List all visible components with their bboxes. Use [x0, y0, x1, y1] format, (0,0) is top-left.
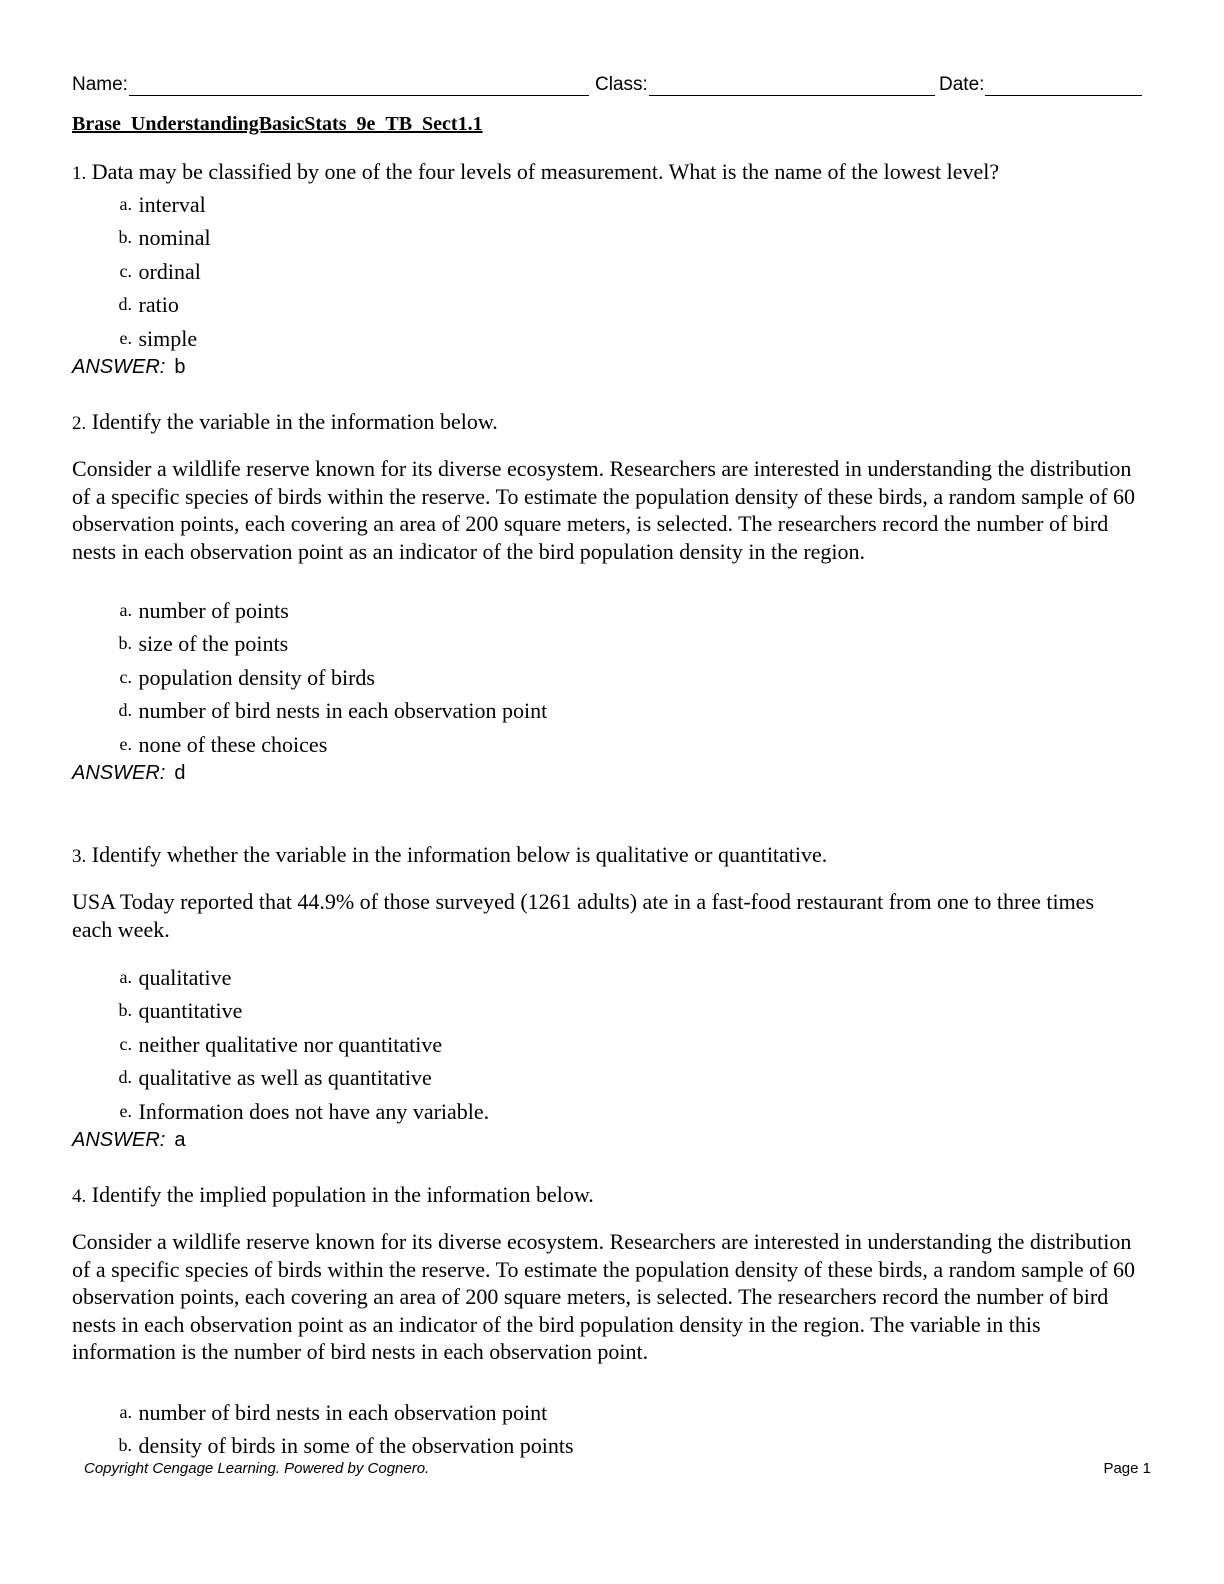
question-stem: [72, 1181, 1144, 1211]
option-text: number of bird nests in each observation point: [138, 1399, 548, 1425]
option-b[interactable]: [72, 627, 1144, 660]
option-e[interactable]: [72, 728, 1144, 761]
question-passage: USA Today reported that 44.9% of those surveyed (1261 adults) ate in a fast-food restaurant from one to three times each week.: [72, 889, 1095, 942]
option-text: ordinal: [138, 258, 201, 284]
option-letter: b.: [118, 1434, 132, 1455]
option-d[interactable]: [72, 694, 1144, 727]
option-letter: a.: [119, 1401, 132, 1422]
option-a[interactable]: [72, 594, 1144, 627]
question-stem: [72, 841, 1144, 871]
options-list: [72, 1396, 1144, 1463]
options-list: [72, 188, 1144, 355]
question-4: [72, 1181, 1144, 1462]
question-3: [72, 841, 1144, 1152]
option-text: number of points: [138, 598, 289, 623]
question-passage: Consider a wildlife reserve known for its diverse ecosystem. Researchers are interested in understanding the distribution of a specific species of birds within the reserve. To estimate the population density of these birds, a random sample of 60 observation points, each covering an area of 200 square meters, is selected. The researchers record the number of bird nests in each observation point as an indicator of the bird population density in the region. The variable in this information is the number of bird nests in each observation point.: [72, 1229, 1135, 1364]
answer-value: b: [174, 355, 186, 378]
option-text: Information does not have any variable.: [138, 1098, 490, 1124]
option-text: interval: [138, 192, 206, 217]
document-title: Brase_UnderstandingBasicStats_9e_TB_Sect1.1: [72, 113, 483, 135]
answer-line: [72, 1128, 1144, 1152]
question-number: 4.: [72, 1186, 87, 1207]
answer-value: d: [174, 761, 186, 784]
option-b[interactable]: [72, 221, 1144, 254]
question-stem: [72, 158, 1144, 188]
option-letter: a.: [119, 967, 132, 987]
option-text: quantitative: [138, 998, 243, 1024]
answer-label: ANSWER:: [72, 761, 166, 784]
answer-line: [72, 355, 1144, 379]
option-text: none of these choices: [138, 731, 328, 757]
option-letter: d.: [118, 1067, 132, 1088]
question-passage: Consider a wildlife reserve known for its diverse ecosystem. Researchers are interested in understanding the distribution of a specific species of birds within the reserve. To estimate the population density of these birds, a random sample of 60 observation points, each covering an area of 200 square meters, is selected. The researchers record the number of bird nests in each observation point as an indicator of the bird population density in the region.: [72, 456, 1135, 564]
question-number: 1.: [72, 163, 87, 184]
option-letter: c.: [119, 666, 132, 687]
option-text: number of bird nests in each observation point: [138, 698, 548, 724]
class-label: Class:: [595, 74, 648, 95]
option-text: neither qualitative nor quantitative: [138, 1031, 443, 1057]
answer-label: ANSWER:: [72, 1128, 166, 1151]
options-list: [72, 961, 1144, 1128]
option-letter: a.: [119, 600, 132, 620]
date-field[interactable]: [939, 70, 1142, 96]
option-letter: b.: [118, 227, 132, 248]
name-field[interactable]: [72, 70, 589, 96]
name-blank-line[interactable]: [129, 73, 589, 96]
option-c[interactable]: [72, 1028, 1144, 1061]
question-stem: [72, 408, 1144, 438]
option-text: density of birds in some of the observation points: [138, 1432, 574, 1458]
option-letter: d.: [118, 700, 132, 721]
answer-value: a: [174, 1128, 186, 1151]
option-e[interactable]: [72, 322, 1144, 355]
question-text: Data may be classified by one of the four levels of measurement. What is the name of the lowest level?: [91, 159, 1000, 184]
answer-line: [72, 761, 1144, 785]
question-text: Identify the implied population in the information below.: [91, 1182, 594, 1207]
option-text: population density of birds: [138, 664, 375, 690]
question-text: Identify whether the variable in the information below is qualitative or quantitative.: [91, 842, 828, 867]
option-d[interactable]: [72, 1061, 1144, 1094]
option-c[interactable]: [72, 255, 1144, 288]
class-field[interactable]: [595, 70, 935, 96]
option-text: size of the points: [138, 631, 289, 657]
option-letter: e.: [119, 327, 132, 348]
option-a[interactable]: [72, 961, 1144, 994]
option-b[interactable]: [72, 1429, 1144, 1462]
answer-label: ANSWER:: [72, 355, 166, 378]
copyright-footer: Copyright Cengage Learning. Powered by Cognero.: [84, 1460, 430, 1477]
question-number: 2.: [72, 413, 87, 434]
class-blank-line[interactable]: [649, 73, 935, 96]
option-letter: e.: [119, 733, 132, 754]
option-letter: b.: [118, 633, 132, 654]
option-text: qualitative as well as quantitative: [138, 1065, 432, 1091]
question-text: Identify the variable in the information below.: [91, 409, 498, 434]
question-1: [72, 158, 1144, 379]
option-d[interactable]: [72, 288, 1144, 321]
date-label: Date:: [939, 74, 985, 95]
option-letter: e.: [119, 1100, 132, 1121]
option-e[interactable]: [72, 1095, 1144, 1128]
option-text: simple: [138, 325, 198, 351]
student-info-header: [72, 70, 1142, 98]
options-list: [72, 594, 1144, 761]
option-letter: b.: [118, 1000, 132, 1021]
question-number: 3.: [72, 846, 87, 867]
option-text: ratio: [138, 292, 179, 318]
option-text: qualitative: [138, 965, 232, 990]
option-a[interactable]: [72, 1396, 1144, 1429]
question-2: [72, 408, 1144, 785]
option-letter: c.: [119, 260, 132, 281]
option-text: nominal: [138, 225, 211, 251]
option-letter: a.: [119, 194, 132, 214]
option-a[interactable]: [72, 188, 1144, 221]
page-number: Page 1: [1103, 1460, 1151, 1477]
date-blank-line[interactable]: [985, 73, 1142, 96]
name-label: Name:: [72, 74, 128, 95]
option-c[interactable]: [72, 661, 1144, 694]
option-b[interactable]: [72, 994, 1144, 1027]
option-letter: c.: [119, 1033, 132, 1054]
option-letter: d.: [118, 294, 132, 315]
